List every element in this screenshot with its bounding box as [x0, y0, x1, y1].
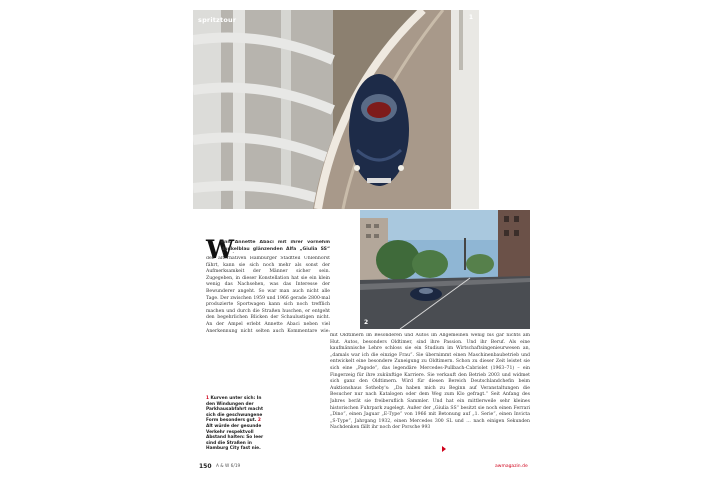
- caption-number: 1: [206, 396, 209, 401]
- end-mark-icon: [442, 446, 446, 452]
- article-column-1: [206, 256, 330, 333]
- article-lead: enn Annette Abaci mit ihrer vornehm dunkelblau glänzenden Alfa „Giulia SS“: [221, 240, 330, 252]
- photo-city-street-art: [360, 210, 530, 329]
- photo-parking-garage: [193, 10, 479, 209]
- magazine-issue: A & W 6/19: [216, 464, 241, 469]
- section-tag: spritztour: [198, 16, 237, 24]
- caption-number: 2: [257, 418, 261, 424]
- drop-cap: W: [206, 235, 235, 264]
- page-number: 150: [199, 463, 212, 470]
- photo-number: 1: [468, 14, 473, 21]
- article-column-2: [330, 333, 530, 453]
- article-paragraph: mit Oldtimern im Besonderen und Autos im Allgemeinen wenig bis gar nichts am Hut. Autos, besonders Oldtimer, sind ihre Passion. Und ihr Beruf. Als eine kaufmännische Lehre schloss sie ein Studium im Wirtschaftsingenieurwesen an, „damals war ich die einzige Frau“. Sie übernimmt einen Maschinenbaubetrieb und entwickelt eine besondere Zuneigung zu Oldtimern. Schon zu dieser Zeit leistet sie sich eine „Pagode“, das legendäre Mercedes-Pullbach-Cabriolet (1963–71) – ein Fingerzeig für ihre zukünftige Karriere. Sie verkauft den Betrieb 2003 und widmet sich ganz den Oldtimern. Wird für diesen Bereich Deutschlandchefin beim Auktionshaus Sotheby's: „Da haben mich zu Beginn auf Veranstaltungen die Besucher nur nach Katalogen oder dem Weg zum Klo gefragt.“ Seit Anfang des Jahres berät sie freiberuflich Sammler. Und hat ein mittlerweile sehr kleines historischen Fuhrpark zugelegt. Außer der „Giulia SS“ besitzt sie noch einen Ferrari „Dino“, einen Jaguar „E-Type“ von 1966 mit Betonung auf „1. Serie“, einen Invicta „S-Type“, Jahrgang 1932, einen Mercedes 300 SL und … nach einigen Sekunden Nachdenken fällt ihr noch der Porsche 993: [330, 333, 530, 431]
- photo-parking-garage-art: [193, 10, 479, 209]
- magazine-url[interactable]: awmagazin.de: [495, 464, 528, 469]
- caption-text: Kurven unter sich: In den Windungen der Parkhausabfahrt macht sich die geschwungene Form besonders gut.: [206, 396, 263, 424]
- photo-caption: [206, 396, 268, 452]
- caption-text: Alt würde der gesunde Verkehr respektvoll Abstand halten: So leer sind die Straßen in Hamburg City fast nie.: [206, 423, 264, 452]
- photo-number: 2: [364, 319, 369, 326]
- photo-city-street: [360, 210, 530, 329]
- article-paragraph: den alternativen Hamburger Stadtteil Uhlenhorst fährt, kann sie sich noch mehr als sonst der Aufmerksamkeit der Männer sicher sein. Zugegeben, in dieser Konstellation hat sie ein klein wenig das Nachsehen, was das Interesse der Bewunderer angeht. So war man auch nicht alle Tage. Der zwischen 1959 und 1966 gerade 2800-mal produzierte Sportwagen kann sich noch trefflich machen und durch die Straßen huschen, er entgeht den begehrlichen Blicken der Schaulustigen nicht. An der Ampel erlebt Annette Abaci neben viel Anerkennung nicht selten auch Kommentare wie:: [206, 256, 330, 333]
